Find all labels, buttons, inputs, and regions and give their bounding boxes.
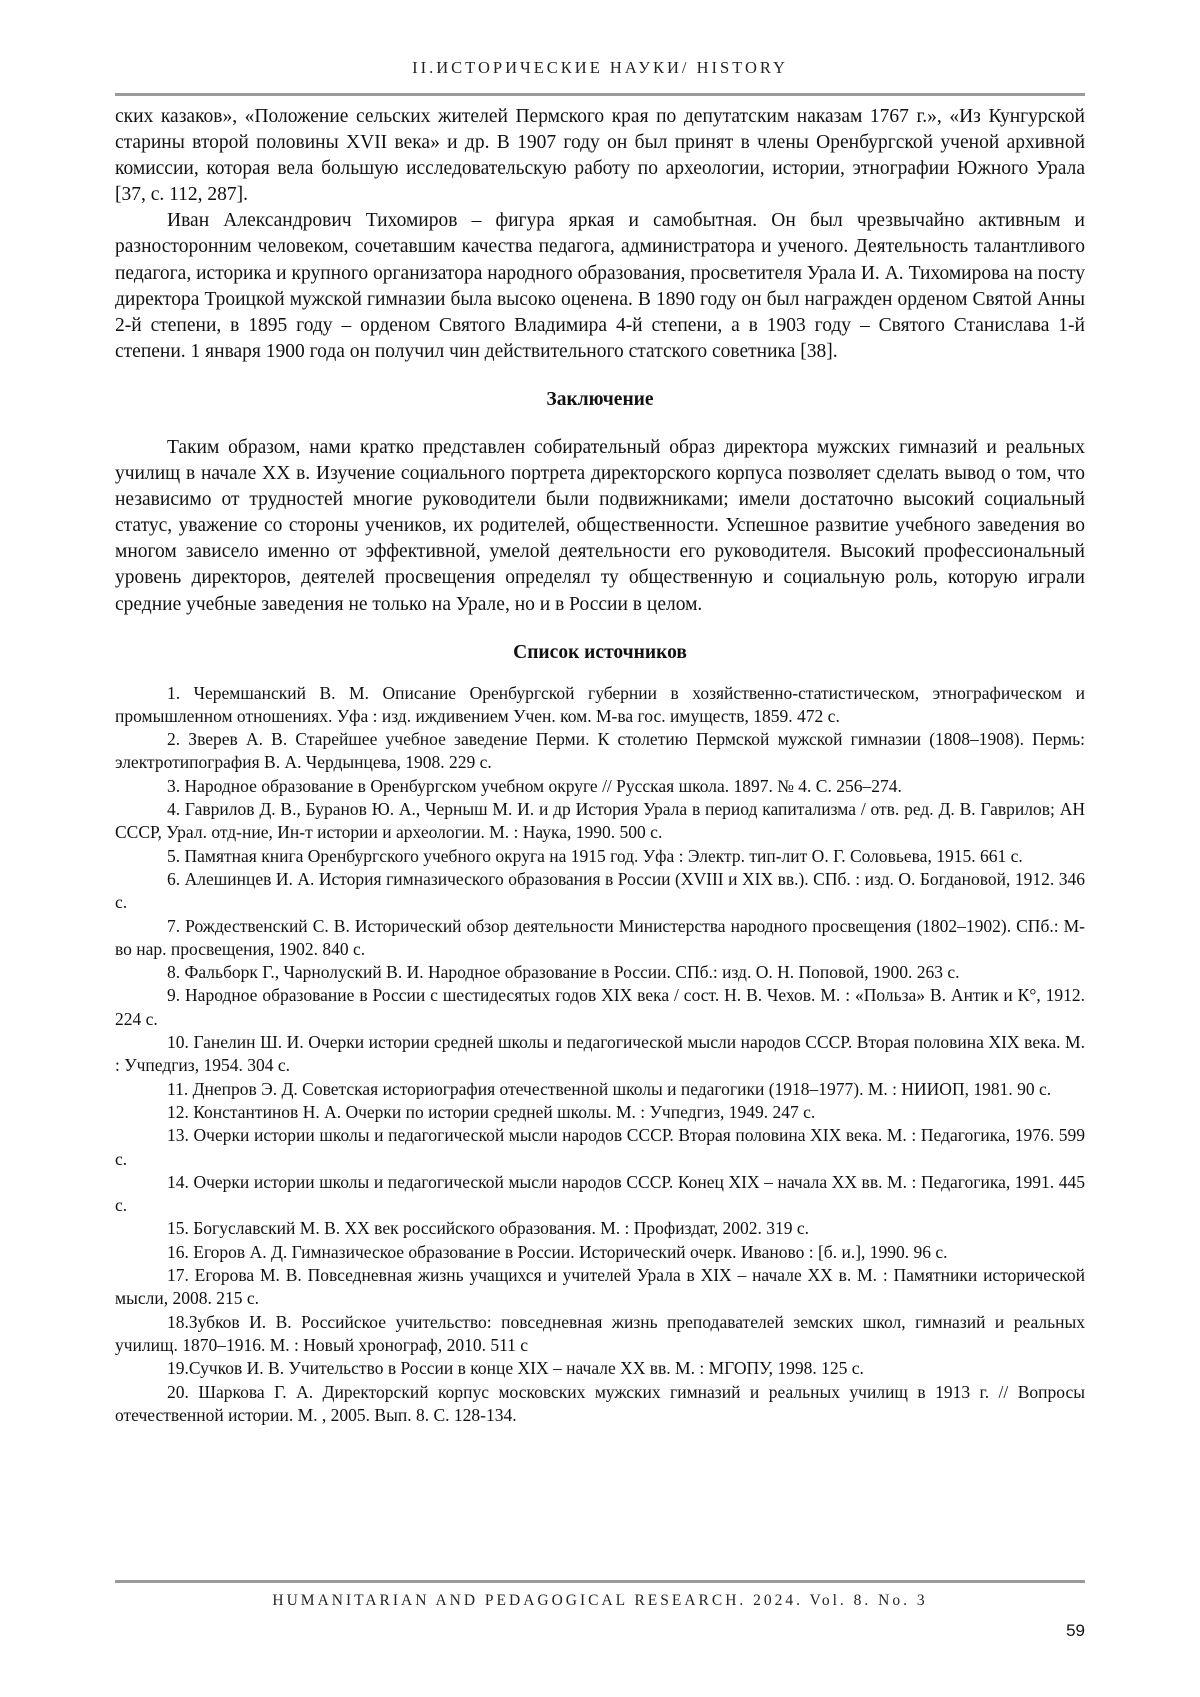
reference-item: 5. Памятная книга Оренбургского учебного округа на 1915 год. Уфа : Электр. тип-лит О. Г. Соловьева, 1915. 661 с. xyxy=(167,845,1023,866)
reference-item: 11. Днепров Э. Д. Советская историография отечественной школы и педагогики (1918–1977). М. : НИИОП, 1981. 90 с. xyxy=(167,1078,1052,1099)
reference-item: 7. Рождественский С. В. Исторический обзор деятельности Министерства народного просвещения (1802–1902). СПб.: М-во нар. просвещения, 1902. 840 с. xyxy=(115,915,1085,959)
reference-item: 4. Гаврилов Д. В., Буранов Ю. А., Черныш М. И. и др История Урала в период капитализма / отв. ред. Д. В. Гаврилов; АН СССР, Урал. отд-ние, Ин-т истории и археологии. М. : Наука, 1990. 500 с. xyxy=(115,799,1085,843)
reference-item: 8. Фальборк Г., Чарнолуский В. И. Народное образование в России. СПб.: изд. О. Н. Поповой, 1900. 263 с. xyxy=(167,962,960,983)
journal-footer: HUMANITARIAN AND PEDAGOGICAL RESEARCH. 2024. Vol. 8. No. 3 xyxy=(272,1592,928,1609)
reference-item: 9. Народное образование в России с шестидесятых годов XIX века / сост. Н. В. Чехов. М. : «Польза» В. Антик и К°, 1912. 224 с. xyxy=(115,985,1085,1029)
reference-item: 12. Константинов Н. А. Очерки по истории средней школы. М. : Учпедгиз, 1949. 247 с. xyxy=(167,1101,816,1122)
reference-list xyxy=(115,682,1085,1428)
reference-item: 15. Богуславский М. В. XX век российского образования. М. : Профиздат, 2002. 319 с. xyxy=(167,1218,810,1239)
page-number: 59 xyxy=(1066,1621,1085,1640)
reference-item: 1. Черемшанский В. М. Описание Оренбургской губернии в хозяйственно-статистическом, этнографическом и промышленном отношениях. Уфа : изд. иждивением Учен. ком. М-ва гос. имуществ, 1859. 472 с. xyxy=(115,682,1085,726)
reference-item: 16. Егоров А. Д. Гимназическое образование в России. Исторический очерк. Иваново : [б. и.], 1990. 96 с. xyxy=(167,1241,948,1262)
reference-item: 10. Ганелин Ш. И. Очерки истории средней школы и педагогической мысли народов СССР. Вторая половина XIX века. М. : Учпедгиз, 1954. 304 с. xyxy=(115,1032,1085,1076)
footer-rule xyxy=(115,1580,1085,1583)
body-paragraph: ских казаков», «Положение сельских жителей Пермского края по депутатским наказам 1767 г.», «Из Кунгурской старины второй половины XVII века» и др. В 1907 году он был принят в члены Оренбургской ученой архивной комиссии, которая вела большую исследовательскую работу по археологии, истории, этнографии Южного Урала [37, с. 112, 287]. xyxy=(115,106,1085,206)
conclusion-heading: Заключение xyxy=(546,388,654,410)
reference-item: 18.Зубков И. В. Российское учительство: повседневная жизнь преподавателей земских школ, гимназий и реальных училищ. 1870–1916. М. : Новый хронограф, 2010. 511 с xyxy=(115,1311,1085,1355)
reference-item: 17. Егорова М. В. Повседневная жизнь учащихся и учителей Урала в XIX – начале XX в. М. : Памятники исторической мысли, 2008. 215 с. xyxy=(115,1265,1085,1309)
running-header: II.ИСТОРИЧЕСКИЕ НАУКИ/ HISTORY xyxy=(412,58,788,77)
references-heading: Список источников xyxy=(513,641,687,663)
reference-item: 14. Очерки истории школы и педагогической мысли народов СССР. Конец XIX – начала XX вв. М. : Педагогика, 1991. 445 с. xyxy=(115,1171,1085,1216)
reference-item: 3. Народное образование в Оренбургском учебном округе // Русская школа. 1897. № 4. С. 256–274. xyxy=(167,775,902,796)
reference-item: 13. Очерки истории школы и педагогической мысли народов СССР. Вторая половина XIX века. М. : Педагогика, 1976. 599 с. xyxy=(115,1125,1085,1169)
reference-item: 6. Алешинцев И. А. История гимназического образования в России (XVIII и XIX вв.). СПб. : изд. О. Богдановой, 1912. 346 с. xyxy=(115,868,1085,913)
conclusion-paragraph: Таким образом, нами кратко представлен собирательный образ директора мужских гимназий и реальных училищ в начале XX в. Изучение социального портрета директорского корпуса позволяет сделать вывод о том, что независимо от трудностей многие руководители были подвижниками; имели достаточно высокий социальный статус, уважение со стороны учеников, их родителей, общественности. Успешное развитие учебного заведения во многом зависело именно от эффективной, умелой деятельности его руководителя. Высокий профессиональный уровень директоров, деятелей просвещения определял ту общественную и социальную роль, которую играли средние учебные заведения не только на Урале, но и в России в целом. xyxy=(115,436,1085,615)
body-paragraph: Иван Александрович Тихомиров – фигура яркая и самобытная. Он был чрезвычайно активным и разносторонним человеком, сочетавшим качества педагога, администратора и ученого. Деятельность талантливого педагога, историка и крупного организатора народного образования, просветителя Урала И. А. Тихомирова на посту директора Троицкой мужской гимназии была высоко оценена. В 1890 году он был награжден орденом Святой Анны 2-й степени, в 1895 году – орденом Святого Владимира 4-й степени, а в 1903 году – Святого Станислава 1-й степени. 1 января 1900 года он получил чин действительного статского советника [38]. xyxy=(115,210,1085,362)
reference-item: 2. Зверев А. В. Старейшее учебное заведение Перми. К столетию Пермской мужской гимназии (1808–1908). Пермь: электротипография В. А. Чердынцева, 1908. 229 с. xyxy=(115,729,1085,773)
reference-item: 19.Сучков И. В. Учительство в России в конце XIX – начале XX вв. М. : МГОПУ, 1998. 125 с. xyxy=(167,1358,864,1379)
header-rule xyxy=(115,93,1085,96)
article-body xyxy=(115,104,1085,1427)
reference-item: 20. Шаркова Г. А. Директорский корпус московских мужских гимназий и реальных училищ в 1913 г. // Вопросы отечественной истории. М. , 2005. Вып. 8. С. 128-134. xyxy=(115,1381,1085,1425)
journal-page xyxy=(115,0,1085,1697)
